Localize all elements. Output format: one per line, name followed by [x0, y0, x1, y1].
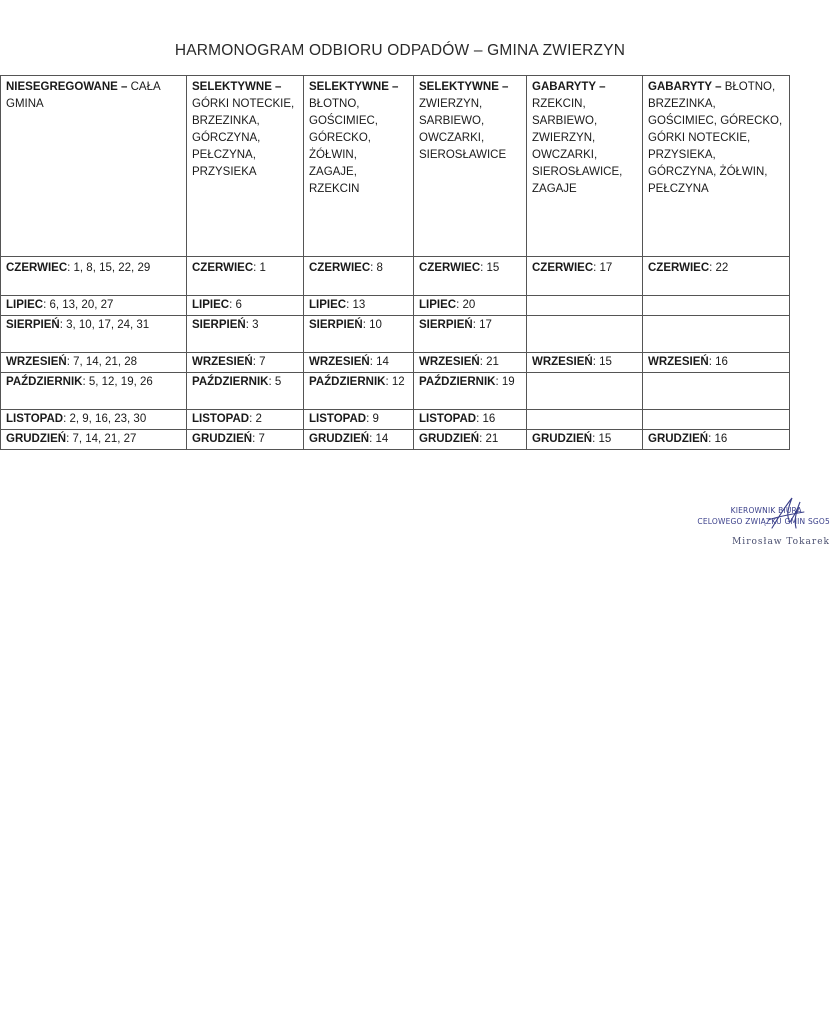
table-cell: [643, 316, 790, 353]
table-row: [1, 410, 790, 430]
stamp-line-organization: CELOWEGO ZWIĄZKU GMIN SGO5: [697, 517, 830, 526]
table-cell: LIPIEC: 13: [304, 296, 414, 316]
table-cell: [527, 316, 643, 353]
column-header-selective-3: SELEKTYWNE – ZWIERZYN, SARBIEWO, OWCZARKI, SIEROSŁAWICE: [414, 76, 527, 257]
official-stamp: [697, 494, 830, 564]
table-cell: CZERWIEC: 17: [527, 257, 643, 296]
table-cell: PAŹDZIERNIK: 5, 12, 19, 26: [1, 373, 187, 410]
table-cell: CZERWIEC: 15: [414, 257, 527, 296]
table-cell: [643, 296, 790, 316]
table-cell: LISTOPAD: 9: [304, 410, 414, 430]
table-cell: LIPIEC: 6, 13, 20, 27: [1, 296, 187, 316]
column-header-unsegregated: NIESEGREGOWANE – CAŁA GMINA: [1, 76, 187, 257]
table-cell: PAŹDZIERNIK: 19: [414, 373, 527, 410]
table-cell: GRUDZIEŃ: 14: [304, 430, 414, 450]
table-row: [1, 373, 790, 410]
table-cell: LIPIEC: 20: [414, 296, 527, 316]
table-cell: GRUDZIEŃ: 7, 14, 21, 27: [1, 430, 187, 450]
table-cell: CZERWIEC: 1: [187, 257, 304, 296]
table-cell: WRZESIEŃ: 7, 14, 21, 28: [1, 353, 187, 373]
table-cell: GRUDZIEŃ: 16: [643, 430, 790, 450]
table-cell: WRZESIEŃ: 14: [304, 353, 414, 373]
table-cell: GRUDZIEŃ: 15: [527, 430, 643, 450]
column-header-bulky-1: GABARYTY – RZEKCIN, SARBIEWO, ZWIERZYN, OWCZARKI, SIEROSŁAWICE, ZAGAJE: [527, 76, 643, 257]
table-cell: WRZESIEŃ: 15: [527, 353, 643, 373]
table-cell: LISTOPAD: 2, 9, 16, 23, 30: [1, 410, 187, 430]
table-row: [1, 430, 790, 450]
document-title: HARMONOGRAM ODBIORU ODPADÓW – GMINA ZWIERZYN: [174, 42, 626, 59]
table-cell: LISTOPAD: 2: [187, 410, 304, 430]
stamp-line-name: Mirosław Tokarek: [732, 537, 830, 547]
table-cell: SIERPIEŃ: 3, 10, 17, 24, 31: [1, 316, 187, 353]
table-cell: CZERWIEC: 22: [643, 257, 790, 296]
table-cell: WRZESIEŃ: 16: [643, 353, 790, 373]
table-cell: GRUDZIEŃ: 7: [187, 430, 304, 450]
table-cell: GRUDZIEŃ: 21: [414, 430, 527, 450]
table-cell: PAŹDZIERNIK: 12: [304, 373, 414, 410]
stamp-line-title: KIEROWNIK BIURA: [730, 506, 802, 515]
table-cell: LIPIEC: 6: [187, 296, 304, 316]
table-row: [1, 316, 790, 353]
column-header-bulky-2: GABARYTY – BŁOTNO, BRZEZINKA, GOŚCIMIEC, GÓRECKO, GÓRKI NOTECKIE, PRZYSIEKA, GÓRCZYNA, ŻÓŁWIN, PEŁCZYNA: [643, 76, 790, 257]
table-cell: [527, 373, 643, 410]
table-cell: WRZESIEŃ: 21: [414, 353, 527, 373]
table-cell: PAŹDZIERNIK: 5: [187, 373, 304, 410]
column-header-selective-1: SELEKTYWNE – GÓRKI NOTECKIE, BRZEZINKA, GÓRCZYNA, PEŁCZYNA, PRZYSIEKA: [187, 76, 304, 257]
table-cell: [527, 410, 643, 430]
column-header-selective-2: SELEKTYWNE – BŁOTNO, GOŚCIMIEC, GÓRECKO, ŻÓŁWIN, ZAGAJE, RZEKCIN: [304, 76, 414, 257]
table-cell: CZERWIEC: 8: [304, 257, 414, 296]
table-cell: [643, 410, 790, 430]
table-cell: [643, 373, 790, 410]
table-row: [1, 257, 790, 296]
table-cell: SIERPIEŃ: 3: [187, 316, 304, 353]
table-cell: [527, 296, 643, 316]
table-row: [1, 353, 790, 373]
header-row: [1, 76, 790, 257]
table-cell: WRZESIEŃ: 7: [187, 353, 304, 373]
table-cell: LISTOPAD: 16: [414, 410, 527, 430]
schedule-table: [0, 75, 790, 450]
table-cell: SIERPIEŃ: 10: [304, 316, 414, 353]
table-cell: CZERWIEC: 1, 8, 15, 22, 29: [1, 257, 187, 296]
table-cell: SIERPIEŃ: 17: [414, 316, 527, 353]
table-row: [1, 296, 790, 316]
